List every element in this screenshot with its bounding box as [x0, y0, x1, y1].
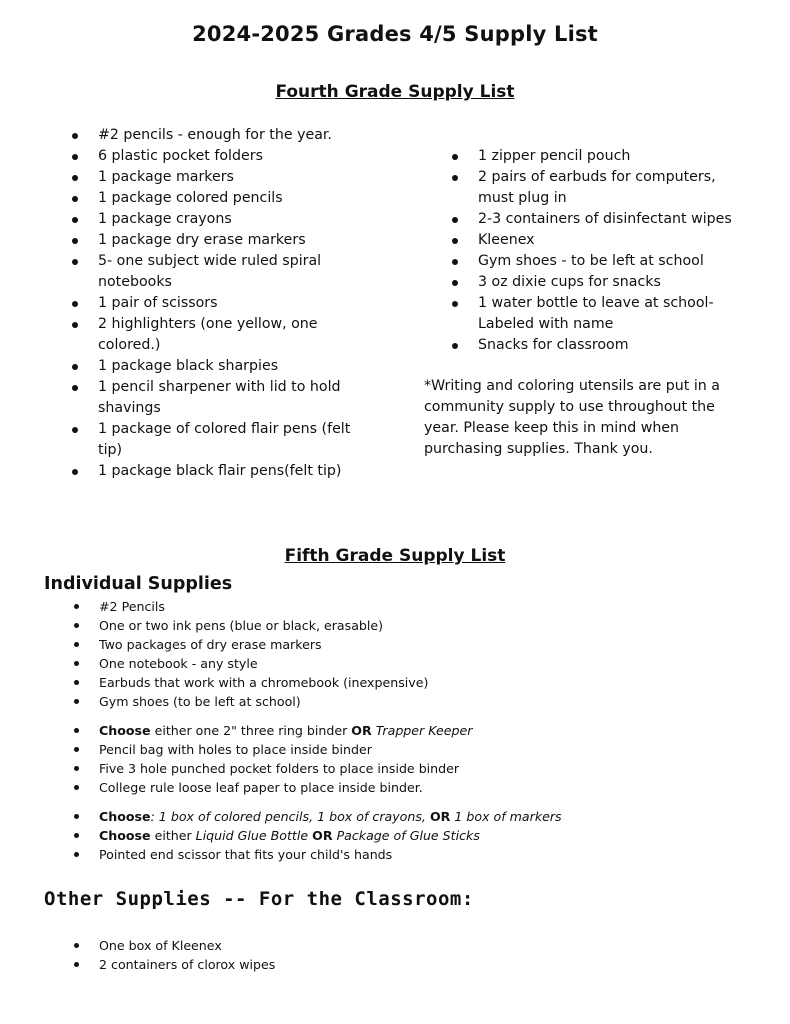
- list-item: 1 package black flair pens(felt tip): [98, 461, 368, 482]
- list-item: #2 pencils - enough for the year.: [98, 125, 368, 146]
- fifth-grade-list-1: [99, 597, 739, 711]
- list-item: 1 water bottle to leave at school-Labeled with name: [478, 293, 748, 335]
- glue-option-2: Package of Glue Sticks: [336, 828, 480, 843]
- fifth-grade-list-2: [99, 721, 739, 797]
- list-item: 3 oz dixie cups for snacks: [478, 272, 748, 293]
- other-supplies-heading: Other Supplies -- For the Classroom:: [44, 888, 474, 910]
- classroom-supplies-list: [99, 936, 739, 974]
- or-label: OR: [312, 828, 333, 843]
- community-supply-note: *Writing and coloring utensils are put in a community supply to use throughout the year. Please keep this in mind when purchasing supplies. Thank you.: [424, 378, 720, 457]
- list-item: Gym shoes (to be left at school): [99, 692, 739, 711]
- choose-label: Choose: [99, 723, 151, 738]
- fifth-grade-list-3: [99, 807, 739, 864]
- list-item: 2 highlighters (one yellow, one colored.): [98, 314, 368, 356]
- list-item: Kleenex: [478, 230, 748, 251]
- fourth-grade-list-left: [98, 125, 368, 482]
- list-item: Pencil bag with holes to place inside binder: [99, 740, 739, 759]
- list-item: 1 pair of scissors: [98, 293, 368, 314]
- list-item-glue: [99, 826, 739, 845]
- fourth-grade-list-right: [478, 146, 748, 356]
- list-item: 2 pairs of earbuds for computers, must plug in: [478, 167, 748, 209]
- list-item: 2-3 containers of disinfectant wipes: [478, 209, 748, 230]
- binder-text: either one 2" three ring binder: [150, 723, 352, 738]
- list-item: 1 package dry erase markers: [98, 230, 368, 251]
- list-item: College rule loose leaf paper to place inside binder.: [99, 778, 739, 797]
- list-item: Two packages of dry erase markers: [99, 635, 739, 654]
- glue-option-1: Liquid Glue Bottle: [195, 828, 309, 843]
- list-item: 1 package black sharpies: [98, 356, 368, 377]
- list-item: Earbuds that work with a chromebook (inexpensive): [99, 673, 739, 692]
- list-item: Pointed end scissor that fits your child's hands: [99, 845, 739, 864]
- list-item: Five 3 hole punched pocket folders to place inside binder: [99, 759, 739, 778]
- list-item: Snacks for classroom: [478, 335, 748, 356]
- list-item: One box of Kleenex: [99, 936, 739, 955]
- list-item: One or two ink pens (blue or black, erasable): [99, 616, 739, 635]
- choose-label: Choose: [99, 828, 151, 843]
- glue-text: either: [150, 828, 196, 843]
- choose-label: Choose: [99, 809, 151, 824]
- or-label: OR: [429, 809, 451, 824]
- list-item: 1 package colored pencils: [98, 188, 368, 209]
- individual-supplies-heading: Individual Supplies: [44, 574, 233, 594]
- colors-option: 1 box of markers: [450, 809, 562, 824]
- list-item: 1 package crayons: [98, 209, 368, 230]
- list-item: #2 Pencils: [99, 597, 739, 616]
- fifth-grade-heading: Fifth Grade Supply List: [284, 546, 506, 566]
- or-label: OR: [351, 723, 372, 738]
- list-item: Gym shoes - to be left at school: [478, 251, 748, 272]
- list-item: 6 plastic pocket folders: [98, 146, 368, 167]
- list-item: One notebook - any style: [99, 654, 739, 673]
- list-item: 1 package of colored flair pens (felt tip): [98, 419, 368, 461]
- colors-text: : 1 box of colored pencils, 1 box of crayons,: [150, 809, 430, 824]
- list-item-binder: [99, 721, 739, 740]
- binder-option: Trapper Keeper: [371, 723, 473, 738]
- page-title: 2024-2025 Grades 4/5 Supply List: [192, 22, 598, 46]
- list-item-colors: [99, 807, 739, 826]
- list-item: 5- one subject wide ruled spiral notebooks: [98, 251, 368, 293]
- list-item: 1 package markers: [98, 167, 368, 188]
- fourth-grade-heading: Fourth Grade Supply List: [275, 82, 515, 102]
- list-item: 1 zipper pencil pouch: [478, 146, 748, 167]
- list-item: 1 pencil sharpener with lid to hold shavings: [98, 377, 368, 419]
- list-item: 2 containers of clorox wipes: [99, 955, 739, 974]
